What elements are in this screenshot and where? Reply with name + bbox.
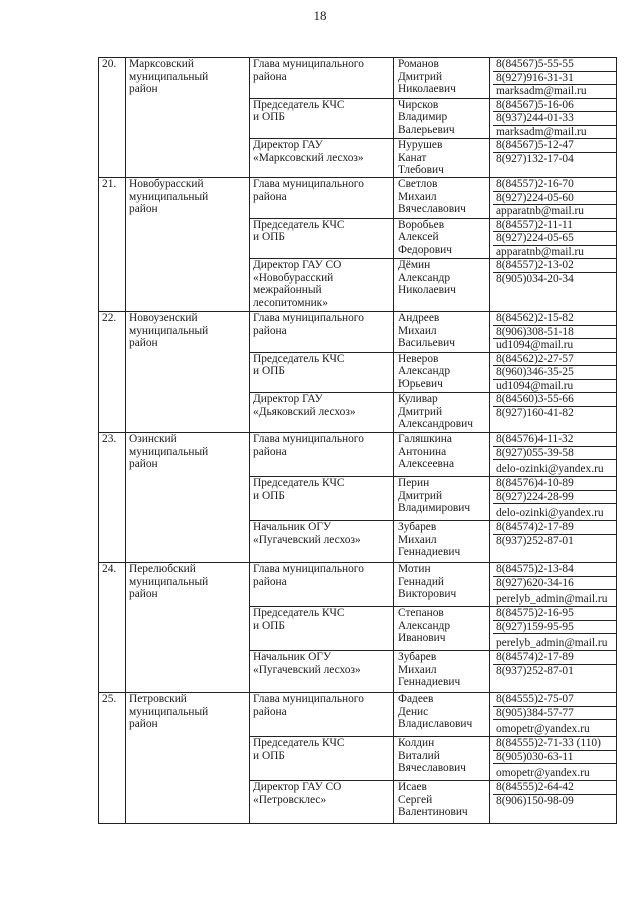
email-address: apparatnb@mail.ru bbox=[496, 245, 584, 258]
contact-cell bbox=[490, 651, 617, 693]
contact-cell bbox=[490, 781, 617, 824]
contact-cell bbox=[490, 477, 617, 521]
person-name: Перин Дмитрий Владимирович bbox=[394, 477, 490, 521]
position-cell: Председатель КЧС и ОПБ bbox=[250, 98, 394, 139]
person-name: Зубарев Михаил Геннадиевич bbox=[394, 651, 490, 693]
phone-number: 8(84574)2-17-89 bbox=[493, 521, 616, 535]
position-cell: Начальник ОГУ «Пугачевский лесхоз» bbox=[250, 651, 394, 693]
position-cell: Глава муниципального района bbox=[250, 58, 394, 99]
contact-cell bbox=[490, 393, 617, 433]
email-address: delo-ozinki@yandex.ru bbox=[496, 507, 604, 519]
contact-cell bbox=[490, 521, 617, 563]
person-name: Воробьев Алексей Федорович bbox=[394, 218, 490, 259]
row-number: 25. bbox=[99, 693, 126, 824]
table-row bbox=[99, 433, 617, 477]
position-cell: Директор ГАУ СО «Новобурасский межрайонный лесопитомник» bbox=[250, 259, 394, 312]
email-address: marksadm@mail.ru bbox=[496, 125, 587, 138]
phone-number: 8(937)244-01-33 bbox=[493, 112, 616, 126]
person-name: Степанов Александр Иванович bbox=[394, 607, 490, 651]
contact-cell bbox=[490, 259, 617, 312]
email-address: apparatnb@mail.ru bbox=[496, 205, 584, 217]
row-number: 20. bbox=[99, 58, 126, 178]
person-name: Чирсков Владимир Валерьевич bbox=[394, 98, 490, 139]
person-name: Галяшкина Антонина Алексеевна bbox=[394, 433, 490, 477]
phone-number: 8(927)224-05-65 bbox=[493, 232, 616, 246]
table-row bbox=[99, 563, 617, 607]
table-row bbox=[99, 178, 617, 219]
district-name: Петровский муниципальный район bbox=[126, 693, 250, 824]
person-name: Зубарев Михаил Геннадиевич bbox=[394, 521, 490, 563]
person-name: Неверов Александр Юрьевич bbox=[394, 352, 490, 393]
position-cell: Председатель КЧС и ОПБ bbox=[250, 477, 394, 521]
table-row bbox=[99, 312, 617, 353]
phone-number: 8(84562)2-27-57 bbox=[493, 353, 616, 367]
contacts-table bbox=[98, 57, 617, 824]
phone-number: 8(905)034-20-34 bbox=[496, 272, 574, 285]
phone-number: 8(84574)2-17-89 bbox=[493, 651, 616, 665]
person-name: Нурушев Канат Тлебович bbox=[394, 139, 490, 178]
contact-cell bbox=[490, 218, 617, 259]
position-cell: Директор ГАУ «Дьяковский лесхоз» bbox=[250, 393, 394, 433]
phone-number: 8(905)030-63-11 bbox=[493, 751, 616, 765]
phone-number: 8(84555)2-75-07 bbox=[493, 693, 616, 707]
email-address: omopetr@yandex.ru bbox=[496, 767, 590, 779]
phone-number: 8(84555)2-71-33 (110) bbox=[493, 737, 616, 751]
position-cell: Директор ГАУ «Марксовский лесхоз» bbox=[250, 139, 394, 178]
person-name: Фадеев Денис Владиславович bbox=[394, 693, 490, 737]
row-number: 22. bbox=[99, 312, 126, 433]
person-name: Мотин Геннадий Викторович bbox=[394, 563, 490, 607]
phone-number: 8(906)150-98-09 bbox=[496, 794, 574, 807]
position-cell: Глава муниципального района bbox=[250, 433, 394, 477]
contact-cell bbox=[490, 607, 617, 651]
person-name: Колдин Виталий Вячеславович bbox=[394, 737, 490, 781]
phone-number: 8(927)916-31-31 bbox=[493, 72, 616, 86]
phone-number: 8(906)308-51-18 bbox=[493, 326, 616, 340]
row-number: 24. bbox=[99, 563, 126, 693]
contact-cell bbox=[490, 563, 617, 607]
position-cell: Глава муниципального района bbox=[250, 563, 394, 607]
phone-number: 8(927)224-28-99 bbox=[493, 491, 616, 505]
phone-number: 8(905)384-57-77 bbox=[493, 707, 616, 721]
position-cell: Глава муниципального района bbox=[250, 312, 394, 353]
contact-cell bbox=[490, 433, 617, 477]
contact-cell bbox=[490, 98, 617, 139]
email-address: ud1094@mail.ru bbox=[496, 339, 574, 351]
contact-cell bbox=[490, 737, 617, 781]
district-name: Марксовский муниципальный район bbox=[126, 58, 250, 178]
district-name: Новоузенский муниципальный район bbox=[126, 312, 250, 433]
row-number: 23. bbox=[99, 433, 126, 563]
contact-cell bbox=[490, 178, 617, 219]
phone-number: 8(937)252-87-01 bbox=[496, 664, 574, 677]
phone-number: 8(84575)2-13-84 bbox=[493, 563, 616, 577]
page-number: 18 bbox=[313, 8, 327, 23]
phone-number: 8(927)159-95-95 bbox=[493, 621, 616, 635]
phone-number: 8(84555)2-64-42 bbox=[493, 781, 616, 795]
position-cell: Председатель КЧС и ОПБ bbox=[250, 218, 394, 259]
phone-number: 8(84575)2-16-95 bbox=[493, 607, 616, 621]
email-address: marksadm@mail.ru bbox=[496, 85, 587, 97]
position-cell: Директор ГАУ СО «Петровсклес» bbox=[250, 781, 394, 824]
person-name: Куливар Дмитрий Александрович bbox=[394, 393, 490, 433]
phone-number: 8(84567)5-55-55 bbox=[493, 58, 616, 72]
phone-number: 8(927)224-05-60 bbox=[493, 192, 616, 206]
position-cell: Глава муниципального района bbox=[250, 693, 394, 737]
email-address: perelyb_admin@mail.ru bbox=[496, 637, 608, 649]
phone-number: 8(927)132-17-04 bbox=[496, 152, 574, 165]
email-address: perelyb_admin@mail.ru bbox=[496, 593, 608, 605]
email-address: omopetr@yandex.ru bbox=[496, 723, 590, 735]
position-cell: Председатель КЧС и ОПБ bbox=[250, 607, 394, 651]
person-name: Дёмин Александр Николаевич bbox=[394, 259, 490, 312]
contact-cell bbox=[490, 312, 617, 353]
contact-cell bbox=[490, 693, 617, 737]
row-number: 21. bbox=[99, 178, 126, 312]
email-address: delo-ozinki@yandex.ru bbox=[496, 463, 604, 475]
phone-number: 8(84562)2-15-82 bbox=[493, 312, 616, 326]
person-name: Исаев Сергей Валентинович bbox=[394, 781, 490, 824]
phone-number: 8(84567)5-16-06 bbox=[493, 99, 616, 113]
person-name: Романов Дмитрий Николаевич bbox=[394, 58, 490, 99]
phone-number: 8(84567)5-12-47 bbox=[493, 139, 616, 153]
phone-number: 8(937)252-87-01 bbox=[496, 534, 574, 547]
person-name: Андреев Михаил Васильевич bbox=[394, 312, 490, 353]
phone-number: 8(927)620-34-16 bbox=[493, 577, 616, 591]
phone-number: 8(84557)2-16-70 bbox=[493, 178, 616, 192]
table-row bbox=[99, 58, 617, 99]
contact-cell bbox=[490, 352, 617, 393]
phone-number: 8(84557)2-13-02 bbox=[493, 259, 616, 273]
position-cell: Глава муниципального района bbox=[250, 178, 394, 219]
district-name: Озинский муниципальный район bbox=[126, 433, 250, 563]
table-row bbox=[99, 693, 617, 737]
person-name: Светлов Михаил Вячеславович bbox=[394, 178, 490, 219]
phone-number: 8(84557)2-11-11 bbox=[493, 219, 616, 233]
phone-number: 8(84560)3-55-66 bbox=[493, 393, 616, 407]
phone-number: 8(960)346-35-25 bbox=[493, 366, 616, 380]
position-cell: Начальник ОГУ «Пугачевский лесхоз» bbox=[250, 521, 394, 563]
contact-cell bbox=[490, 139, 617, 178]
position-cell: Председатель КЧС и ОПБ bbox=[250, 737, 394, 781]
position-cell: Председатель КЧС и ОПБ bbox=[250, 352, 394, 393]
contact-cell bbox=[490, 58, 617, 99]
phone-number: 8(84576)4-11-32 bbox=[493, 433, 616, 447]
district-name: Перелюбский муниципальный район bbox=[126, 563, 250, 693]
phone-number: 8(927)055-39-58 bbox=[493, 447, 616, 461]
phone-number: 8(927)160-41-82 bbox=[496, 406, 574, 419]
district-name: Новобурасский муниципальный район bbox=[126, 178, 250, 312]
phone-number: 8(84576)4-10-89 bbox=[493, 477, 616, 491]
email-address: ud1094@mail.ru bbox=[496, 379, 574, 392]
